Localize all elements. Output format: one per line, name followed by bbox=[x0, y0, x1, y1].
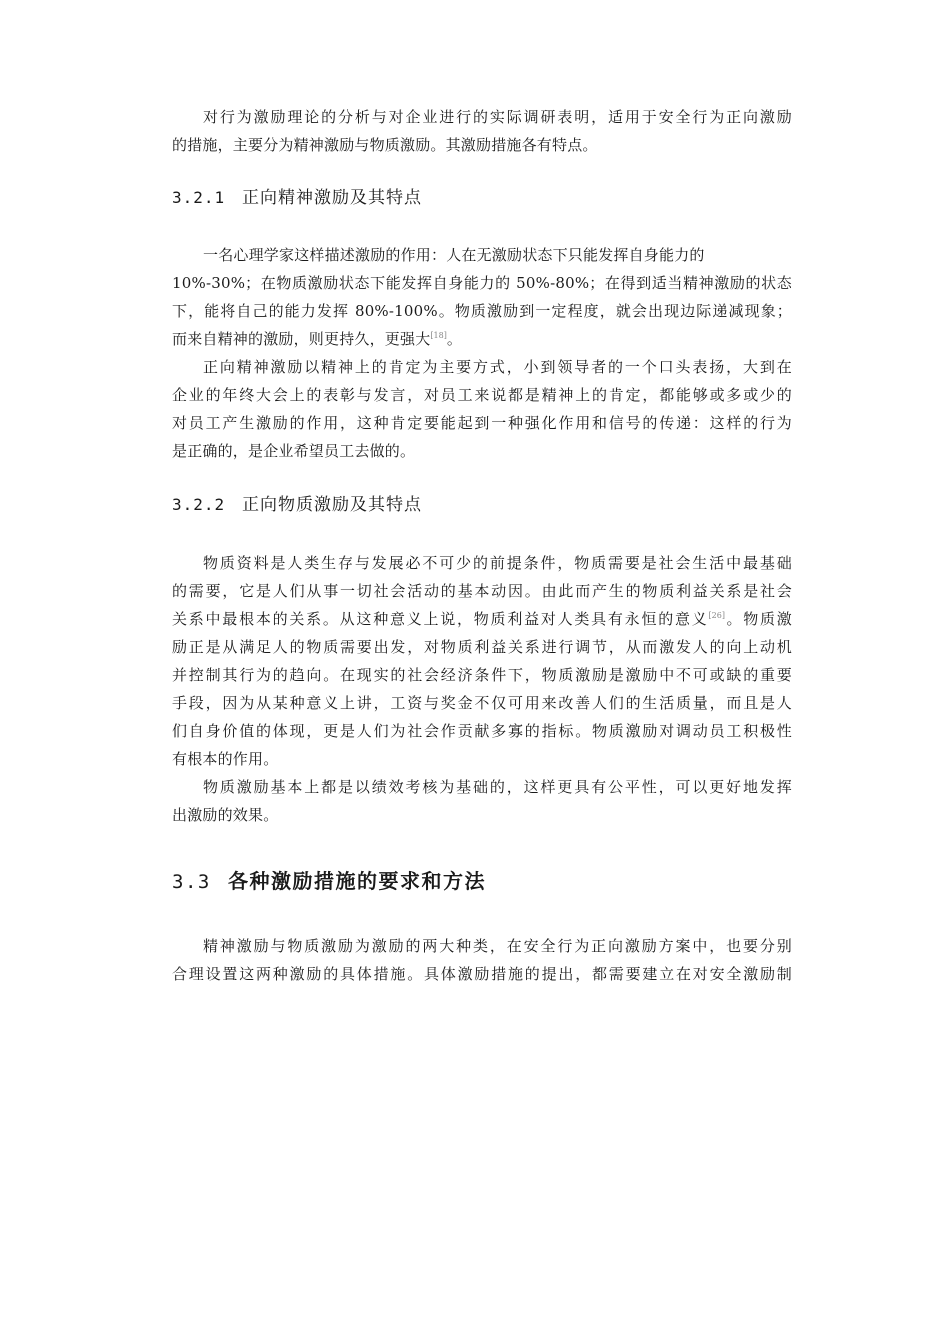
intro-paragraph bbox=[172, 103, 792, 159]
line-end: 。 bbox=[446, 330, 463, 348]
material-incentive-paragraph-1 bbox=[172, 549, 792, 773]
paragraph-line: 的需要，它是人们从事一切社会活动的基本动因。由此而产生的物质利益关系是社会 bbox=[172, 582, 792, 600]
section-number: 3.2.1 bbox=[172, 188, 226, 207]
section-title: 正向物质激励及其特点 bbox=[242, 495, 422, 515]
paragraph-line: 企业的年终大会上的表彰与发言，对员工来说都是精神上的肯定，都能够或多或少的 bbox=[172, 386, 792, 404]
section-heading-3-3 bbox=[172, 867, 486, 896]
line-text: 而来自精神的激励，则更持久，更强大 bbox=[172, 330, 431, 348]
paragraph-line-with-citation bbox=[172, 325, 792, 353]
paragraph-line: 下，能将自己的能力发挥 80%-100%。物质激励到一定程度，就会出现边际递减现象； bbox=[172, 302, 792, 320]
paragraph-line: 对行为激励理论的分析与对企业进行的实际调研表明，适用于安全行为正向激励 bbox=[203, 108, 792, 126]
line-end: 。物质激 bbox=[724, 610, 793, 628]
paragraph-line: 10%-30%；在物质激励状态下能发挥自身能力的 50%-80%；在得到适当精神激励的状态 bbox=[172, 274, 792, 292]
paragraph-line: 出激励的效果。 bbox=[172, 806, 279, 824]
section-title: 正向精神激励及其特点 bbox=[242, 188, 422, 208]
paragraph-line: 励正是从满足人的物质需要出发，对物质利益关系进行调节，从而激发人的向上动机 bbox=[172, 638, 792, 656]
paragraph-line: 精神激励与物质激励为激励的两大种类，在安全行为正向激励方案中，也要分别 bbox=[203, 937, 792, 955]
paragraph-line: 一名心理学家这样描述激励的作用：人在无激励状态下只能发挥自身能力的 bbox=[203, 246, 705, 264]
spiritual-incentive-paragraph-2 bbox=[172, 353, 792, 465]
paragraph-line: 对员工产生激励的作用，这种肯定要能起到一种强化作用和信号的传递：这样的行为 bbox=[172, 414, 792, 432]
section-heading-3-2-2 bbox=[172, 493, 422, 517]
paragraph-line: 有根本的作用。 bbox=[172, 750, 279, 768]
section-number: 3.3 bbox=[172, 871, 211, 893]
paragraph-line: 并控制其行为的趋向。在现实的社会经济条件下，物质激励是激励中不可或缺的重要 bbox=[172, 666, 792, 684]
paragraph-line: 们自身价值的体现，更是人们为社会作贡献多寡的指标。物质激励对调动员工积极性 bbox=[172, 722, 792, 740]
section-heading-3-2-1 bbox=[172, 186, 422, 210]
spiritual-incentive-paragraph-1 bbox=[172, 241, 792, 353]
paragraph-line: 手段，因为从某种意义上讲，工资与奖金不仅可用来改善人们的生活质量，而且是人 bbox=[172, 694, 792, 712]
paragraph-line: 的措施，主要分为精神激励与物质激励。其激励措施各有特点。 bbox=[172, 136, 598, 154]
citation-26: [26] bbox=[708, 611, 725, 620]
paragraph-line-with-citation bbox=[172, 605, 792, 633]
paragraph-line: 合理设置这两种激励的具体措施。具体激励措施的提出，都需要建立在对安全激励制 bbox=[172, 965, 792, 983]
citation-18: [18] bbox=[430, 331, 447, 340]
paragraph-line: 物质资料是人类生存与发展必不可少的前提条件，物质需要是社会生活中最基础 bbox=[203, 554, 792, 572]
material-incentive-paragraph-2 bbox=[172, 773, 792, 829]
section-title: 各种激励措施的要求和方法 bbox=[228, 869, 486, 893]
section-number: 3.2.2 bbox=[172, 495, 226, 514]
methods-paragraph bbox=[172, 932, 792, 988]
paragraph-line: 物质激励基本上都是以绩效考核为基础的，这样更具有公平性，可以更好地发挥 bbox=[203, 778, 792, 796]
paragraph-line: 是正确的，是企业希望员工去做的。 bbox=[172, 442, 416, 460]
line-text: 关系中最根本的关系。从这种意义上说，物质利益对人类具有永恒的意义 bbox=[172, 610, 709, 628]
paragraph-line: 正向精神激励以精神上的肯定为主要方式，小到领导者的一个口头表扬，大到在 bbox=[203, 358, 792, 376]
